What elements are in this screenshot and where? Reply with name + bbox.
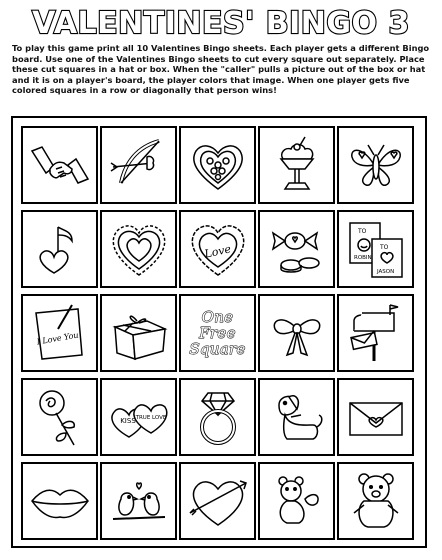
bingo-cell-valentine-cards[interactable] bbox=[337, 210, 414, 288]
bingo-cell-envelope[interactable] bbox=[337, 378, 414, 456]
card-to-label-1: TO bbox=[357, 228, 366, 235]
card-name-robin: ROBIN bbox=[353, 255, 372, 261]
bingo-board bbox=[11, 116, 427, 548]
bingo-cell-gift-box[interactable] bbox=[100, 294, 177, 372]
bingo-cell-butterfly[interactable] bbox=[337, 126, 414, 204]
instructions-text: To play this game print all 10 Valentines Bingo sheets. Each player gets a different Bingo board. Use one of the Valentines Bingo sheets to cut every square out separately. Place these cut squares in a hat or box. When the "caller" pulls a picture out of the box or hat and it is on a player's board, the player colors that image. When one player gets five colored squares in a row or diagonally that person wins! bbox=[12, 43, 430, 96]
lace-heart-icon bbox=[107, 217, 171, 281]
puppy-icon bbox=[265, 385, 329, 449]
teddy-bear-icon bbox=[344, 469, 408, 533]
bingo-cell-rose[interactable] bbox=[21, 378, 98, 456]
envelope-icon bbox=[344, 385, 408, 449]
card-name-jason: JASON bbox=[376, 269, 394, 275]
bingo-cell-candy-box[interactable] bbox=[179, 126, 256, 204]
handshake-icon bbox=[28, 133, 92, 197]
free-square-line-3: Square bbox=[189, 340, 246, 358]
bingo-cell-ribbon-bow[interactable] bbox=[258, 294, 335, 372]
gift-box-icon bbox=[107, 301, 171, 365]
bingo-cell-lips[interactable] bbox=[21, 462, 98, 540]
love-note-text: I Love You bbox=[35, 330, 79, 347]
bingo-cell-sundae[interactable] bbox=[258, 126, 335, 204]
bingo-cell-love-note[interactable] bbox=[21, 294, 98, 372]
free-square-line-2: Free bbox=[199, 324, 236, 342]
rose-icon bbox=[28, 385, 92, 449]
bingo-cell-mailbox[interactable] bbox=[337, 294, 414, 372]
bingo-cell-love-birds[interactable] bbox=[100, 462, 177, 540]
bingo-cell-music-note[interactable] bbox=[21, 210, 98, 288]
ribbon-bow-icon bbox=[265, 301, 329, 365]
bingo-cell-free-square[interactable] bbox=[179, 294, 256, 372]
candy-box-heart-icon bbox=[186, 133, 250, 197]
conversation-heart-kiss: KISS bbox=[119, 417, 136, 425]
bingo-cell-cupid-bear[interactable] bbox=[258, 462, 335, 540]
bingo-cell-heart-arrow[interactable] bbox=[179, 462, 256, 540]
butterfly-icon bbox=[344, 133, 408, 197]
bingo-cell-diamond-ring[interactable] bbox=[179, 378, 256, 456]
love-birds-icon bbox=[107, 469, 171, 533]
cupid-bear-icon bbox=[265, 469, 329, 533]
love-heart-text: Love bbox=[202, 242, 232, 261]
wrapped-candy-icon bbox=[265, 217, 329, 281]
bingo-cell-love-heart[interactable] bbox=[179, 210, 256, 288]
love-heart-icon bbox=[186, 217, 250, 281]
bingo-cell-lace-heart[interactable] bbox=[100, 210, 177, 288]
bingo-cell-teddy-bear[interactable] bbox=[337, 462, 414, 540]
bingo-cell-handshake[interactable] bbox=[21, 126, 98, 204]
bingo-cell-bow-and-arrow[interactable] bbox=[100, 126, 177, 204]
ice-cream-sundae-icon bbox=[265, 133, 329, 197]
bingo-cell-conversation-hearts[interactable] bbox=[100, 378, 177, 456]
card-to-label-2: TO bbox=[379, 244, 388, 251]
bingo-cell-wrapped-candy[interactable] bbox=[258, 210, 335, 288]
free-square-line-1: One bbox=[201, 308, 234, 326]
free-square-label bbox=[189, 309, 245, 357]
mailbox-icon bbox=[344, 301, 408, 365]
love-note-icon bbox=[28, 301, 92, 365]
lips-icon bbox=[28, 469, 92, 533]
conversation-heart-true-love: TRUE LOVE bbox=[135, 415, 166, 421]
diamond-ring-icon bbox=[186, 385, 250, 449]
conversation-hearts-icon bbox=[107, 385, 171, 449]
heart-arrow-icon bbox=[186, 469, 250, 533]
valentine-cards-icon bbox=[344, 217, 408, 281]
music-note-heart-icon bbox=[28, 217, 92, 281]
page-title: VALENTINES' BINGO 3 bbox=[32, 6, 410, 41]
bingo-cell-puppy[interactable] bbox=[258, 378, 335, 456]
bow-and-arrow-icon bbox=[107, 133, 171, 197]
